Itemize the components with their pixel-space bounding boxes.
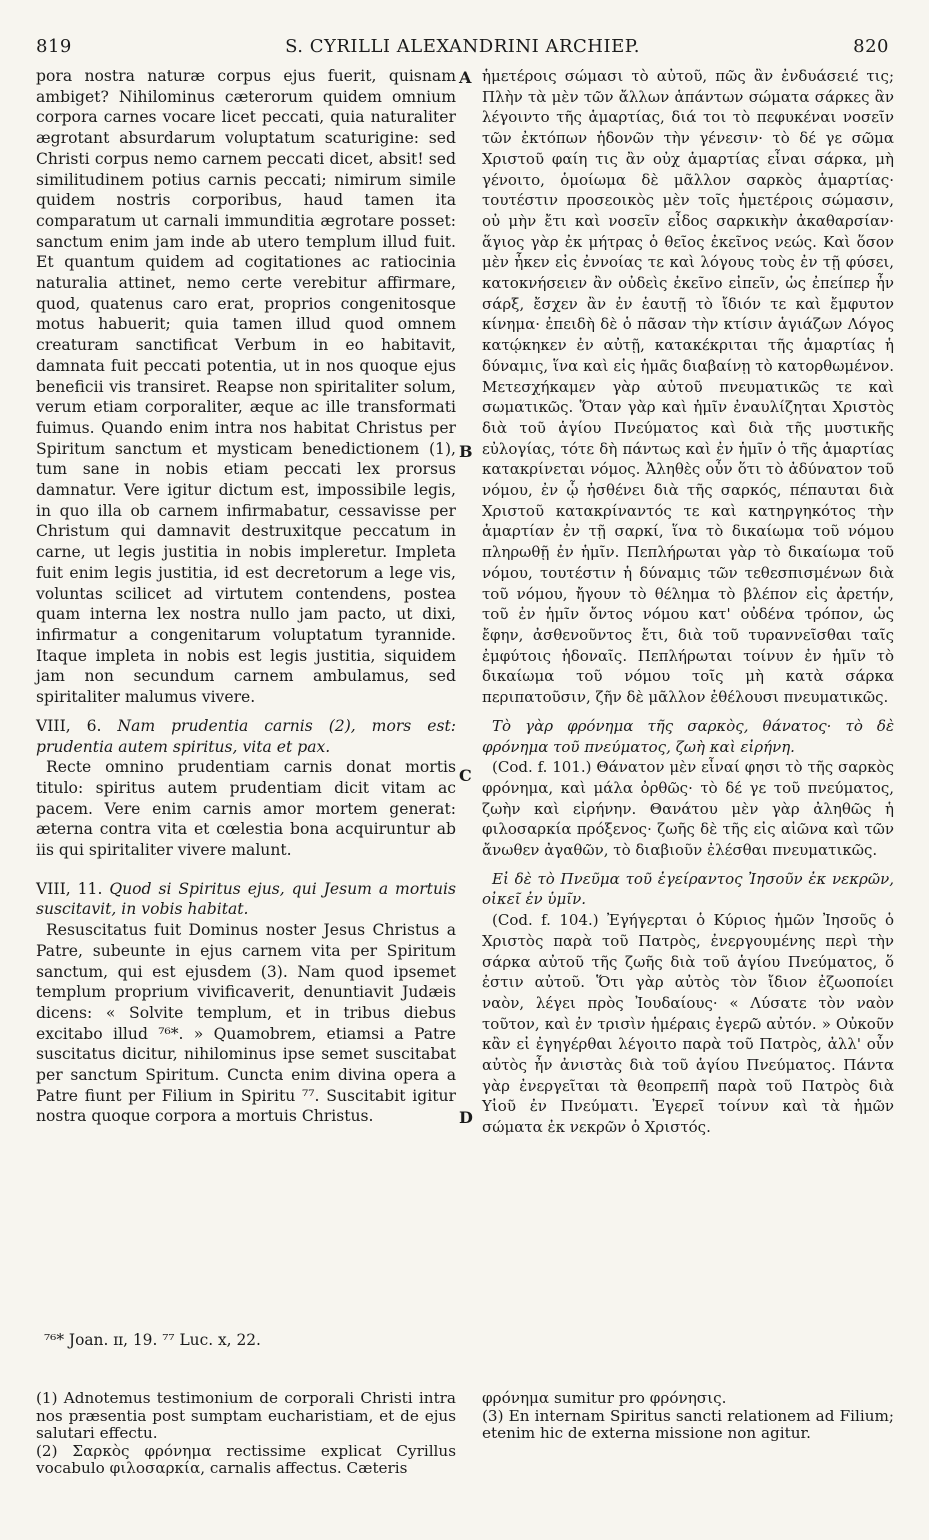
page-number-right: 820 <box>853 36 889 57</box>
footnotes-right <box>482 1390 894 1443</box>
greek-paragraph-3: (Cod. f. 104.) Ἐγήγερται ὁ Κύριος ἡμῶν Ἰησοῦς ὁ Χριστὸς παρὰ τοῦ Πατρὸς, ἐνεργουμένης περὶ τὴν σάρκα αὐτοῦ τῆς ζωῆς διὰ τοῦ ἁγίου Πνεύματος, ὅ ἐστιν αὐτοῦ. Ὅτι γὰρ αὐτὸς τὸν ἴδιον ἐζωοποίει ναὸν, λέγει πρὸς Ἰουδαίους· « Λύσατε τὸν ναὸν τοῦτον, καὶ ἐν τρισὶν ἡμέραις ἐγερῶ αὐτόν. » Οὐκοῦν κἂν εἰ ἐγηγέρθαι λέγοιτο παρὰ τοῦ Πατρὸς, ἀλλ' οὖν αὐτὸς ἦν ἀνιστὰς διὰ τοῦ ἁγίου Πνεύματος. Πάντα γὰρ ἐνεργεῖται τὰ θεοπρεπῆ παρὰ τοῦ Πατρὸς διὰ Υἱοῦ ἐν Πνεύματι. Ἐγερεῖ τοίνυν καὶ τὰ ἡμῶν σώματα ἐκ νεκρῶν ὁ Χριστός. <box>482 911 894 1137</box>
footnote-2-continued: φρόνημα sumitur pro φρόνησις. <box>482 1389 727 1407</box>
latin-paragraph-1: pora nostra naturæ corpus ejus fuerit, quisnam ambiget? Nihilominus cæterorum quidem omnium corpora carnes vocare licet peccati, quia naturaliter ægrotant absurdarum voluptatum scaturigine: sed Christi corpus nemo carnem peccati dicet, absit! sed similitudinem potius carnis peccati; nimirum simile quidem nostris corporibus, haud tamen ita comparatum ut carnali immunditia ægrotare posset: sanctum enim jam inde ab utero templum illud fuit. Et quantum quidem ad cogitationes ac ratiocinia naturalia attinet, nemo certe verebitur affirmare, quod, quatenus caro erat, proprios congenitosque motus habuerit; quia tamen illud quod omnem creaturam sanctificat Verbum in eo habitavit, damnata fuit peccati potentia, ut in nos quoque ejus beneficii vis transiret. Reapse non spiritaliter solum, verum etiam corporaliter, æque ac ille transformati fuimus. Quando enim intra nos habitat Christus per Spiritum sanctum et mysticam benedictionem (1), tum sane in nobis etiam peccati lex prorsus damnatur. Vere igitur dictum est, impossibile legis, in quo illa ob carnem infirmabatur, cessavisse per Christum qui damnavit destruxitque peccatum in carne, ut legis justitia in nobis impleretur. Impleta fuit enim legis justitia, id est decretorum a lege vis, voluntas scilicet ad virtutem contendens, postea quam interna lex nostra nullo jam pacto, ut dixi, infirmatur a congenitarum voluptatum tyrannide. Itaque impleta in nobis est legis justitia, siquidem jam non secundum carnem ambulamus, sed spiritaliter malumus vivere. <box>36 67 456 707</box>
margin-marker-d: D <box>459 1108 473 1127</box>
margin-marker-a: A <box>459 68 472 87</box>
greek-heading-2 <box>482 716 894 757</box>
latin-heading-3 <box>36 879 456 920</box>
latin-column <box>36 66 456 1127</box>
latin-heading-2-ref: VIII, 6. <box>36 716 102 735</box>
footnotes-left <box>36 1390 456 1478</box>
greek-paragraph-1: ἡμετέροις σώμασι τὸ αὐτοῦ, πῶς ἂν ἐνδυάσειέ τις; Πλὴν τὰ μὲν τῶν ἄλλων ἁπάντων σώματα σάρκες ἂν λέγοιντο τῆς ἁμαρτίας, διά τοι τὸ πεφυκέναι νοσεῖν τῶν ἐκτόπων ἡδονῶν τὴν γένεσιν· τὸ δέ γε σῶμα Χριστοῦ φαίη τις ἂν οὐχ ἁμαρτίας εἶναι σάρκα, μὴ γένοιτο, ὁμοίωμα δὲ μᾶλλον σαρκὸς ἁμαρτίας· τουτέστιν προσεοικὸς μὲν τοῖς ἡμετέροις σώμασιν, οὐ μὴν ἔτι καὶ νοσεῖν εἶδος σαρκικὴν ἀκαθαρσίαν· ἅγιος γὰρ ἐκ μήτρας ὁ θεῖος ἐκεῖνος νεώς. Καὶ ὅσον μὲν ἧκεν εἰς ἐννοίας τε καὶ λόγους τοὺς ἐν τῇ φύσει, κατοκνήσειεν ἂν οὐδεὶς ἐκεῖνο εἰπεῖν, ὡς ἐπείπερ ἦν σάρξ, ἔσχεν ἂν ἐν ἑαυτῇ τὸ ἴδιόν τε καὶ ἔμφυτον κίνημα· ἐπειδὴ δὲ ὁ πᾶσαν τὴν κτίσιν ἁγιάζων Λόγος κατῴκηκεν ἐν αὐτῇ, κατακέκριται τῆς ἁμαρτίας ἡ δύναμις, ἵνα καὶ εἰς ἡμᾶς διαβαίνῃ τὸ κατορθωμένον. Μετεσχήκαμεν γὰρ αὐτοῦ πνευματικῶς τε καὶ σωματικῶς. Ὅταν γὰρ καὶ ἡμῖν ἐναυλίζηται Χριστὸς διὰ τοῦ ἁγίου Πνεύματος καὶ διὰ τῆς μυστικῆς εὐλογίας, τότε δὴ πάντως καὶ ἐν ἡμῖν ὁ τῆς ἁμαρτίας κατακρίνεται νόμος. Ἀληθὲς οὖν ὅτι τὸ ἀδύνατον τοῦ νόμου, ἐν ᾧ ἠσθένει διὰ τῆς σαρκός, πέπαυται διὰ Χριστοῦ κατακρίναντός τε καὶ κατηργηκότος τὴν ἁμαρτίαν ἐν τῇ σαρκί, ἵνα τὸ δικαίωμα τοῦ νόμου πληρωθῇ ἐν ἡμῖν. Πεπλήρωται γὰρ τὸ δικαίωμα τοῦ νόμου, τουτέστιν ἡ δύναμις τῶν τεθεσπισμένων διὰ τοῦ νόμου, ἤγουν τὸ θέλημα τὸ βλέπον εἰς ἀρετήν, τοῦ ἐν ἡμῖν ὄντος νόμου κατ' οὐδένα τρόπον, ὡς ἔφην, ἀσθενοῦντος ἔτι, διὰ τοῦ τυραννεῖσθαι ταῖς ἐμφύτοις ἡδοναῖς. Πεπλήρωται τοίνυν ἐν ἡμῖν τὸ δικαίωμα τοῦ νόμου τοῖς μὴ κατὰ σάρκα περιπατοῦσιν, ζῆν δὲ μᾶλλον ἐθέλουσι πνευματικῶς. <box>482 67 894 707</box>
latin-heading-3-text: Quod si Spiritus ejus, qui Jesum a mortuis suscitavit, in vobis habitat. <box>36 879 456 919</box>
latin-heading-3-ref: VIII, 11. <box>36 879 103 898</box>
latin-paragraph-3: Resuscitatus fuit Dominus noster Jesus Christus a Patre, subeunte in ejus carnem vita per Spiritum sanctum, qui est ejusdem (3). Nam quod ipsemet templum proprium vivificaverit, denuntiavit Judæis dicens: « Solvite templum, et in tribus diebus excitabo illud ⁷⁶*. » Quamobrem, etiamsi a Patre suscitatus dicitur, nihilominus ipse semet suscitabat per sanctum Spiritum. Cuncta enim divina opera a Patre fiunt per Filium in Spiritu ⁷⁷. Suscitabit igitur nostra quoque corpora a mortuis Christus. <box>36 921 456 1126</box>
greek-paragraph-2: (Cod. f. 101.) Θάνατον μὲν εἶναί φησι τὸ τῆς σαρκὸς φρόνημα, καὶ μάλα ὀρθῶς· τὸ δέ γε τοῦ πνεύματος, ζωὴν καὶ εἰρήνην. Θανάτου μὲν γὰρ ἀληθῶς ἡ φιλοσαρκία πρόξενος· ζωῆς δὲ τῆς εἰς αἰῶνα καὶ τῶν ἄνωθεν ἀγαθῶν, τὸ διαβιοῦν ἐλέσθαι πνευματικῶς. <box>482 758 894 860</box>
running-title: S. CYRILLI ALEXANDRINI ARCHIEP. <box>285 36 640 57</box>
greek-heading-3 <box>482 869 894 910</box>
latin-heading-2-text: Nam prudentia carnis (2), mors est: prudentia autem spiritus, vita et pax. <box>36 716 456 756</box>
scripture-references <box>44 1330 454 1350</box>
latin-paragraph-2: Recte omnino prudentiam carnis donat mortis titulo: spiritus autem prudentiam dicit vitam ac pacem. Vere enim carnis amor mortem generat: æterna contra vita et cœlestia bona acquiruntur ab iis qui spiritaliter vivere malunt. <box>36 758 456 860</box>
margin-marker-c: C <box>459 766 472 785</box>
greek-column <box>482 66 894 1138</box>
scripture-reference-line: ⁷⁶* Joan. ɪɪ, 19. ⁷⁷ Luc. x, 22. <box>44 1331 261 1349</box>
margin-marker-b: B <box>459 442 473 461</box>
footnote-2: (2) Σαρκὸς φρόνημα rectissime explicat Cyrillus vocabulo φιλοσαρκία, carnalis affectus. Cæteris <box>36 1441 456 1477</box>
footnote-1: (1) Adnotemus testimonium de corporali Christi intra nos præsentia post sumptam eucharistiam, et de ejus salutari effectu. <box>36 1389 456 1442</box>
page-number-left: 819 <box>36 36 72 57</box>
latin-heading-2 <box>36 716 456 757</box>
greek-heading-3-text: Εἰ δὲ τὸ Πνεῦμα τοῦ ἐγείραντος Ἰησοῦν ἐκ νεκρῶν, οἰκεῖ ἐν ὑμῖν. <box>482 869 894 909</box>
running-header <box>36 36 889 62</box>
footnote-3: (3) En internam Spiritus sancti relationem ad Filium; etenim hic de externa missione non agitur. <box>482 1406 894 1442</box>
greek-heading-2-text: Τὸ γὰρ φρόνημα τῆς σαρκὸς, θάνατος· τὸ δὲ φρόνημα τοῦ πνεύματος, ζωὴ καὶ εἰρήνη. <box>482 716 894 756</box>
